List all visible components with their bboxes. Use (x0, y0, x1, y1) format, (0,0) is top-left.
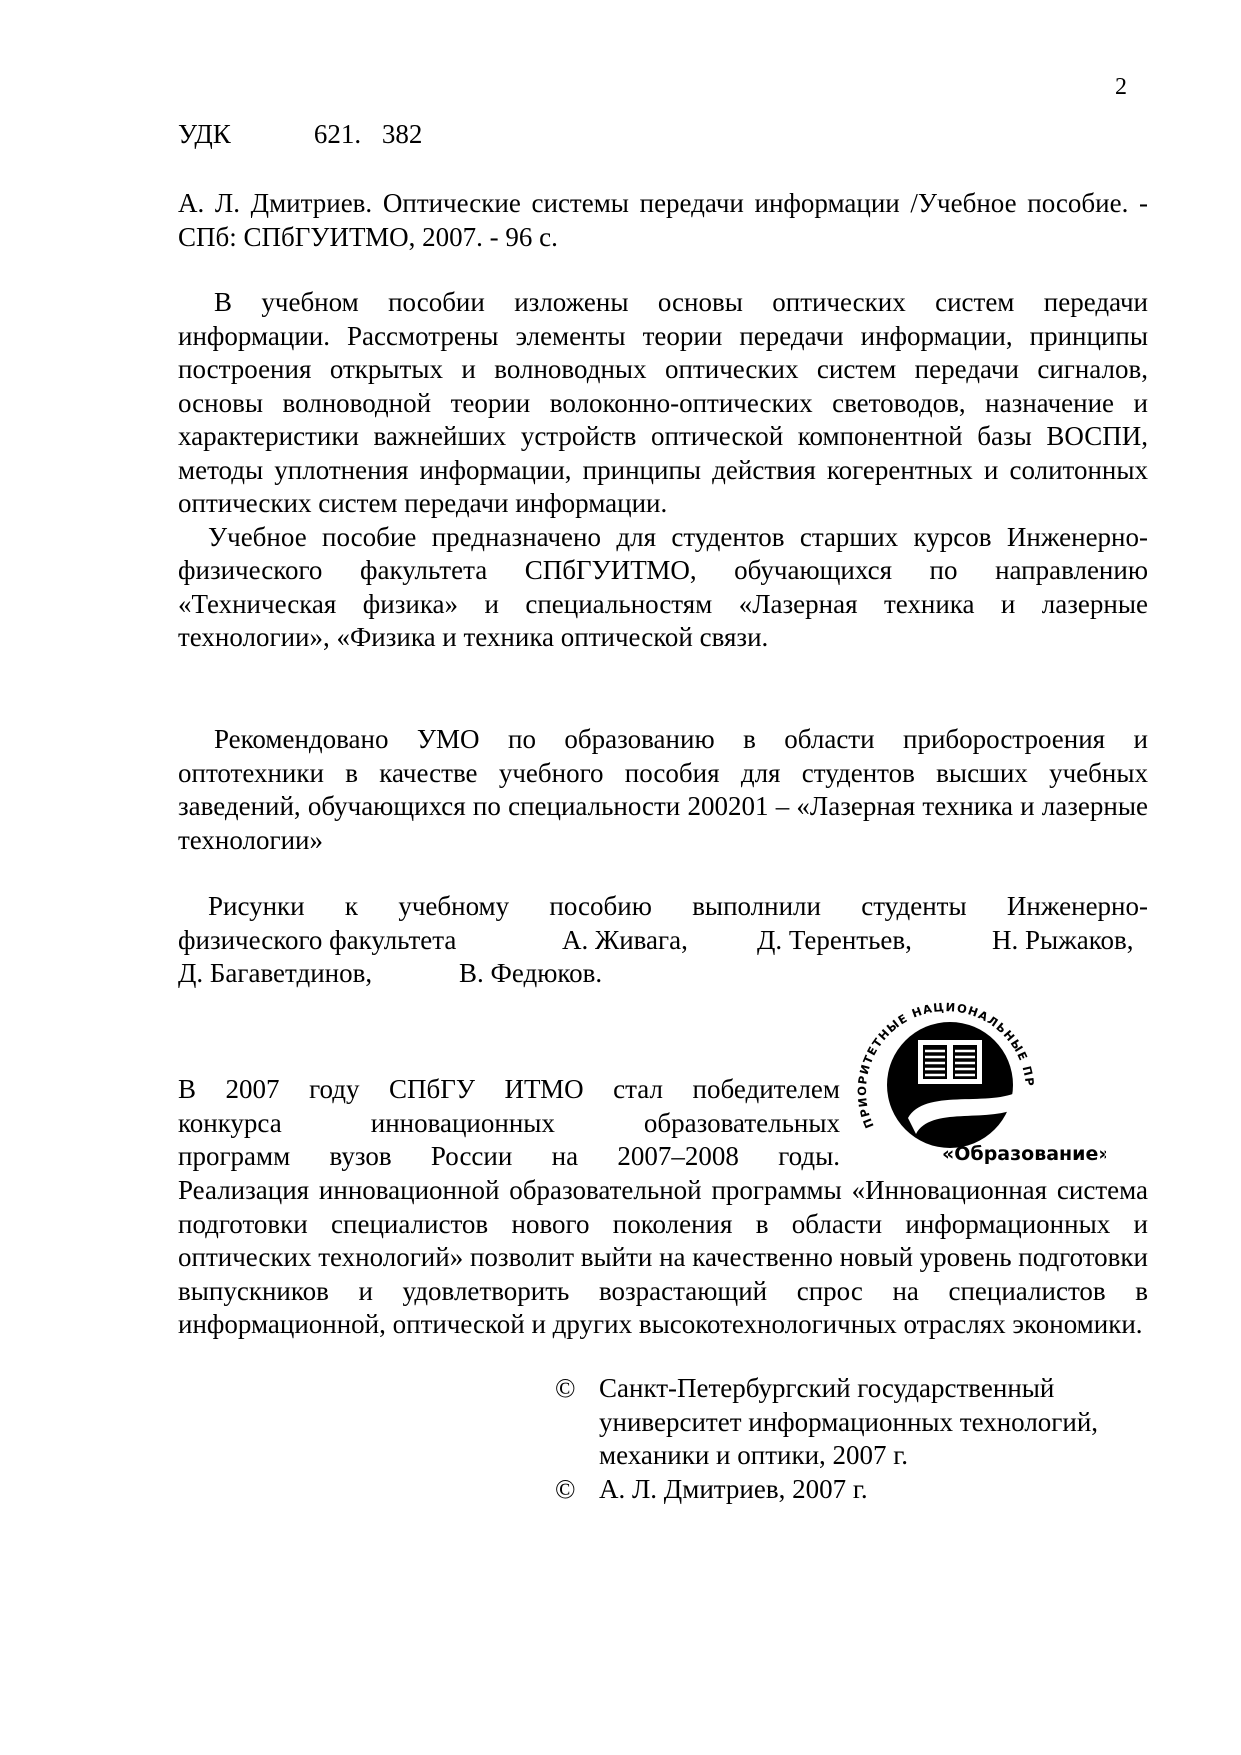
logo-arc-text: ПРИОРИТЕТНЫЕ НАЦИОНАЛЬНЫЕ ПР (854, 1000, 1038, 1131)
copyright-author: А. Л. Дмитриев, 2007 г. (599, 1473, 868, 1504)
figures-credits-line: Рисунки к учебному пособию выполнили студенты Инженерно- (208, 891, 1148, 921)
winner-statement (178, 1073, 840, 1174)
copyright-university: Санкт-Петербургский государственный университет информационных технологий, механики и оптики, 2007 г. (599, 1373, 1099, 1470)
winner-line: программ вузов России на 2007–2008 годы. (178, 1141, 840, 1171)
national-projects-education-logo (846, 1000, 1106, 1170)
education-logo-icon (846, 1000, 1106, 1170)
annotation (178, 286, 1148, 655)
figures-credits-row (178, 957, 1148, 991)
student-name: В. Федюков. (459, 958, 603, 988)
copyright-block (555, 1372, 1155, 1506)
figures-credits-row (178, 924, 1148, 958)
bibliographic-citation: А. Л. Дмитриев. Оптические системы передачи информации /Учебное пособие. - СПб: СПбГУИТМО, 2007. - 96 с. (178, 188, 1148, 252)
winner-line: конкурса инновационных образовательных (178, 1107, 840, 1138)
faculty-name: физического факультета (178, 924, 457, 955)
recommendation-paragraph: Рекомендовано УМО по образованию в области приборостроения и оптотехники в качестве учебного пособия для студентов высших учебных заведений, обучающихся по специальности 200201 – «Лазерная техника и лазерные технологии» (178, 724, 1148, 855)
logo-caption: «Образование» (942, 1143, 1106, 1165)
annotation-paragraph: В учебном пособии изложены основы оптических систем передачи информации. Рассмотрены элементы теории передачи информации, принципы построения открытых и волноводных оптических систем передачи сигналов, основы волноводной теории волоконно-оптических световодов, назначение и характеристики важнейших устройств оптической компонентной базы ВОСПИ, методы уплотнения информации, принципы действия когерентных и солитонных оптических систем передачи информации. (178, 287, 1148, 518)
student-name: Д. Терентьев, (757, 924, 912, 955)
udk-code: УДК 621. 382 (178, 119, 423, 149)
student-name: Н. Рыжаков, (992, 924, 1134, 955)
copyright-icon: © (555, 1473, 576, 1504)
copyright-entry (555, 1372, 1155, 1473)
copyright-icon: © (555, 1373, 576, 1403)
winner-line: В 2007 году СПбГУ ИТМО стал победителем (178, 1074, 840, 1104)
figures-credits (178, 890, 1148, 991)
student-name: Д. Багаветдинов, (178, 958, 373, 988)
student-name: А. Живага, (562, 924, 688, 955)
audience-paragraph: Учебное пособие предназначено для студентов старших курсов Инженерно-физического факультета СПбГУИТМО, обучающихся по направлению «Техническая физика» и специальностям «Лазерная техника и лазерные технологии», «Физика и техника оптической связи. (178, 521, 1148, 652)
program-description: Реализация инновационной образовательной программы «Инновационная система подготовки специалистов нового поколения в области информационных и оптических технологий» позволит выйти на качественно новый уровень подготовки выпускников и удовлетворить возрастающий спрос на специалистов в информационной, оптической и других высокотехнологичных отраслях экономики. (178, 1175, 1148, 1339)
copyright-entry (555, 1473, 1155, 1507)
page-number: 2 (1115, 74, 1127, 100)
